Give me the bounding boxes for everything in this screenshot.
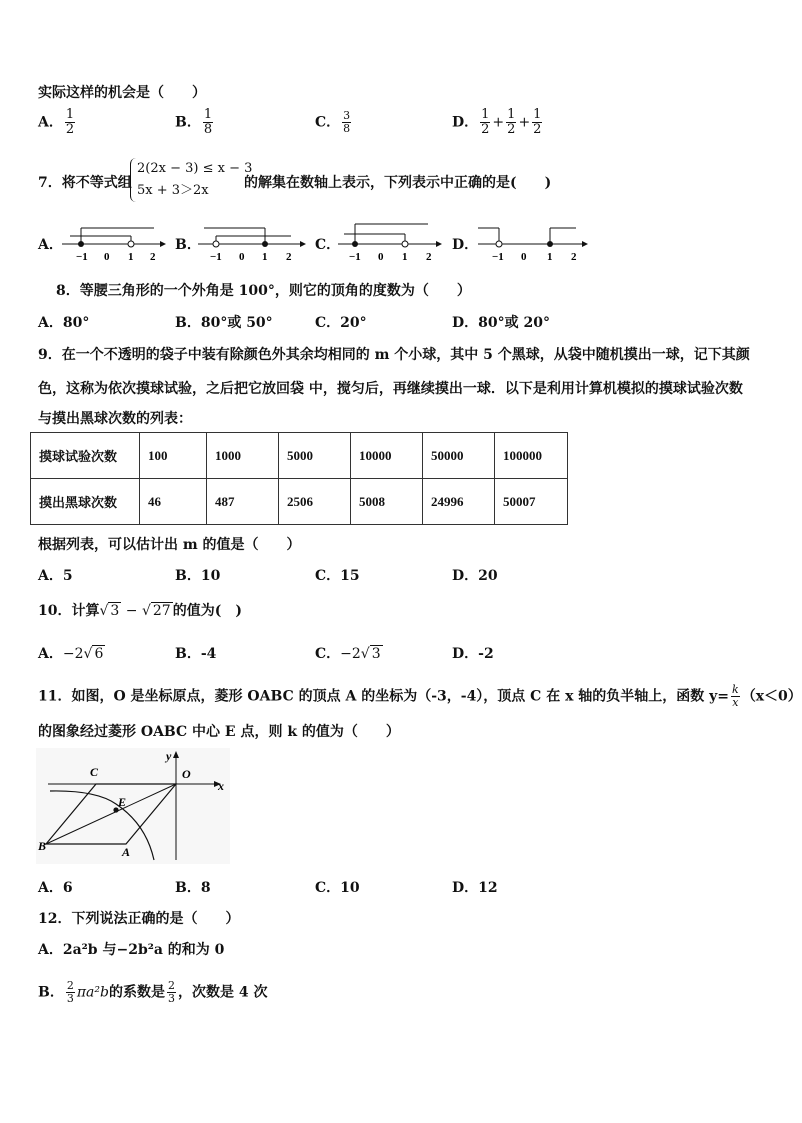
q9-option-c[interactable]: C．15 bbox=[315, 568, 360, 584]
table-cell: 摸球试验次数 bbox=[31, 433, 140, 479]
q10-option-a[interactable]: A．−2√ 6 bbox=[38, 646, 104, 662]
table-cell: 50000 bbox=[423, 433, 495, 479]
tick-label: 0 bbox=[378, 251, 384, 263]
q8-option-b[interactable]: B．80°或 50° bbox=[175, 315, 273, 331]
table-cell: 46 bbox=[140, 479, 207, 525]
label-b: B bbox=[38, 839, 47, 853]
q12-option-b[interactable]: B． $\frac{2}{3}$ πa²b的系数是 $\frac{2}{3}$ ，次数是 4 次 bbox=[38, 979, 268, 1005]
table-cell: 10000 bbox=[351, 433, 423, 479]
q11-option-c[interactable]: C．10 bbox=[315, 880, 360, 896]
label-y: y bbox=[166, 749, 172, 763]
tick-label: −1 bbox=[349, 251, 361, 263]
q11-line-2: 的图象经过菱形 OABC 中心 E 点，则 k 的值为（ ） bbox=[38, 724, 400, 740]
q6-option-d[interactable]: D． $\frac{1}{2}$ + $\frac{1}{2}$ + $\frac{1}{2}$ bbox=[452, 107, 542, 137]
label-c: C bbox=[90, 765, 99, 779]
table-cell: 24996 bbox=[423, 479, 495, 525]
q12-option-a[interactable]: A．2a²b 与−2b²a 的和为 0 bbox=[38, 942, 225, 958]
q6-option-b[interactable]: B． $\frac{1}{8}$ bbox=[175, 107, 213, 137]
fraction: $\frac{1}{2}$ bbox=[533, 107, 542, 137]
tick-label: 1 bbox=[128, 251, 134, 263]
tick-label: 2 bbox=[426, 251, 432, 263]
table-cell: 100 bbox=[140, 433, 207, 479]
tick-label: 0 bbox=[521, 251, 527, 263]
number-line-c bbox=[336, 218, 448, 264]
q7-option-b-letter[interactable]: B． bbox=[175, 237, 201, 253]
q7-option-c-letter[interactable]: C． bbox=[315, 237, 341, 253]
label-x: x bbox=[218, 779, 224, 793]
sqrt-expression: √ 3 bbox=[99, 603, 120, 619]
q8-stem: 8．等腰三角形的一个外角是 100°，则它的顶角的度数为（ ） bbox=[56, 283, 471, 299]
experiment-table bbox=[30, 432, 568, 525]
tick-label: 1 bbox=[402, 251, 408, 263]
q7-option-a-letter[interactable]: A． bbox=[38, 237, 63, 253]
q11-option-d[interactable]: D．12 bbox=[452, 880, 498, 896]
q7-prefix: 7．将不等式组 bbox=[38, 175, 132, 191]
number-line-b bbox=[196, 218, 311, 264]
q11-option-b[interactable]: B．8 bbox=[175, 880, 211, 896]
table-row bbox=[31, 433, 568, 479]
fraction: $\frac{1}{2}$ bbox=[507, 107, 516, 137]
q10-stem: 10．计算√ 3 − √ 27 的值为( ) bbox=[38, 603, 242, 619]
table-cell: 摸出黑球次数 bbox=[31, 479, 140, 525]
table-cell: 5000 bbox=[279, 433, 351, 479]
label-e: E bbox=[118, 795, 127, 809]
fraction: $\frac{1}{2}$ bbox=[481, 107, 490, 137]
tick-label: 2 bbox=[286, 251, 292, 263]
tick-label: −1 bbox=[492, 251, 504, 263]
q10-option-b[interactable]: B．-4 bbox=[175, 646, 217, 662]
inequality-system bbox=[130, 158, 252, 202]
q8-option-c[interactable]: C．20° bbox=[315, 315, 367, 331]
q9-line-2: 色，这称为依次摸球试验，之后把它放回袋 中，搅匀后，再继续摸出一球．以下是利用计算机模拟的摸球试验次数 bbox=[38, 381, 743, 397]
fraction: $\frac{1}{8}$ bbox=[203, 107, 213, 137]
q6-option-c[interactable]: C． $\frac{3}{8}$ bbox=[315, 109, 351, 135]
q6-option-a[interactable]: A． $\frac{1}{2}$ bbox=[38, 107, 75, 137]
inequality-1: 2(2x − 3) ≤ x − 3 bbox=[137, 161, 253, 176]
q9-line-1: 9．在一个不透明的袋子中装有除颜色外其余均相同的 m 个小球，其中 5 个黑球，从袋中随机摸出一球，记下其颜 bbox=[38, 347, 750, 363]
table-cell: 5008 bbox=[351, 479, 423, 525]
q9-option-a[interactable]: A．5 bbox=[38, 568, 73, 584]
q7-option-d-letter[interactable]: D． bbox=[452, 237, 479, 253]
label-a: A bbox=[122, 845, 131, 859]
table-cell: 50007 bbox=[495, 479, 568, 525]
q10-option-c[interactable]: C．−2√ 3 bbox=[315, 646, 381, 662]
q9-option-d[interactable]: D．20 bbox=[452, 568, 498, 584]
table-row bbox=[31, 479, 568, 525]
q11-line-1: 11．如图，O 是坐标原点，菱形 OABC 的顶点 A 的坐标为（-3，-4），顶点 C 在 x 轴的负半轴上，函数 y= $\frac{k}{x}$ （x＜0） bbox=[38, 683, 802, 709]
sqrt-expression: √ 27 bbox=[141, 603, 171, 619]
q9-after: 根据列表，可以估计出 m 的值是（ ） bbox=[38, 537, 301, 553]
table-cell: 1000 bbox=[207, 433, 279, 479]
fraction: $\frac{3}{8}$ bbox=[343, 109, 351, 135]
q12-stem: 12．下列说法正确的是（ ） bbox=[38, 911, 240, 927]
tick-label: 1 bbox=[262, 251, 268, 263]
table-cell: 487 bbox=[207, 479, 279, 525]
tick-label: 1 bbox=[547, 251, 553, 263]
table-cell: 100000 bbox=[495, 433, 568, 479]
q9-line-3: 与摸出黑球次数的列表： bbox=[38, 411, 192, 427]
fraction: $\frac{1}{2}$ bbox=[65, 107, 75, 137]
inequality-2: 5x + 3＞2x bbox=[137, 183, 209, 198]
number-line-a bbox=[60, 218, 170, 264]
q10-option-d[interactable]: D．-2 bbox=[452, 646, 494, 662]
label-o: O bbox=[182, 767, 191, 781]
tick-label: −1 bbox=[76, 251, 88, 263]
q7-suffix: 的解集在数轴上表示，下列表示中正确的是( ) bbox=[244, 175, 552, 191]
q9-option-b[interactable]: B．10 bbox=[175, 568, 221, 584]
tick-label: 2 bbox=[571, 251, 577, 263]
tick-label: 0 bbox=[104, 251, 110, 263]
q8-option-d[interactable]: D．80°或 20° bbox=[452, 315, 550, 331]
q11-option-a[interactable]: A．6 bbox=[38, 880, 73, 896]
number-line-d bbox=[476, 218, 592, 264]
rhombus-figure bbox=[36, 748, 230, 864]
table-cell: 2506 bbox=[279, 479, 351, 525]
tick-label: 0 bbox=[239, 251, 245, 263]
tick-label: 2 bbox=[150, 251, 156, 263]
q8-option-a[interactable]: A．80° bbox=[38, 315, 90, 331]
tick-label: −1 bbox=[210, 251, 222, 263]
q6-tail: 实际这样的机会是（ ） bbox=[38, 85, 206, 101]
